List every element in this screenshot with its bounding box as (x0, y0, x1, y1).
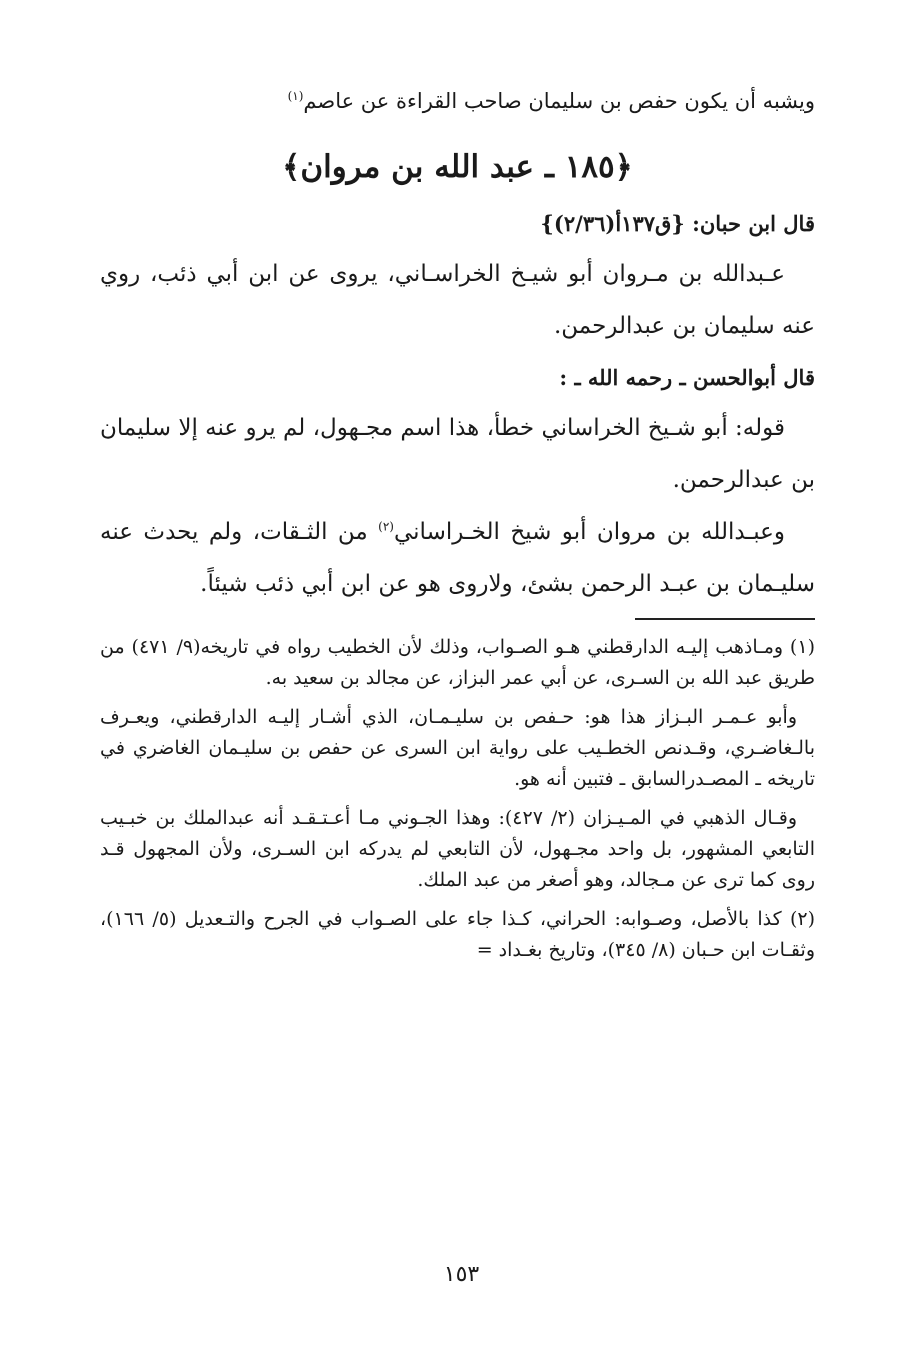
entry-title: ﴿١٨٥ ـ عبد الله بن مروان﴾ (282, 149, 633, 185)
paragraph-2-start: وعبـدالله بن مروان أبو شيخ الخـراساني (393, 519, 785, 545)
footnote-ref-2[interactable]: (٢) (378, 519, 394, 534)
footnotes (100, 632, 815, 966)
ibn-hibban-heading: قال ابن حبان: {ق١٣٧أ(٢/٣٦)} (540, 211, 815, 236)
footnote-1: (١) ومـاذهب إليـه الدارقطني هـو الصـواب، وذلك لأن الخطيب رواه في تاريخه(٩/ ٤٧١) من طريق عبد الله بن السـرى، عن أبي عمر البزاز، عن مجالد بن سعيد به. (100, 636, 815, 689)
abu-alhasan-paragraph-2 (100, 506, 815, 610)
abu-alhasan-paragraph-1: قوله: أبو شـيخ الخراساني خطأ، هذا اسم مجـهول، لم يرو عنه إلا سليمان بن عبدالرحمن. (100, 415, 815, 493)
header-text: ويشبه أن يكون حفص بن سليمان صاحب القراءة عن عاصم (303, 89, 815, 113)
footnote-separator (635, 618, 815, 620)
footnote-1-continuation-b: وقـال الذهبي في المـيـزان (٢/ ٤٢٧): وهذا الجـوني مـا أعـتـقـد أنه عبدالملك بن خبـيب التابعي المشهور، بل واحد مجـهول، لأن التابعي لم يدركه ابن السـرى، ولأن المجهول قـد روى كما ترى عن مـجالد، وهو أصغر من عبد الملك. (100, 807, 815, 891)
paragraph-2-end: من الثـقات، ولم يحدث عنه سليـمان بن عبـد الرحمن بشئ، ولاروى هو عن ابن أبي ذئب شيئاً. (100, 519, 815, 597)
ibn-hibban-text: عـبدالله بن مـروان أبو شيـخ الخراسـاني، يروى عن ابن أبي ذئب، روي عنه سليمان بن عبدالرحمن. (100, 261, 815, 339)
footnote-2: (٢) كذا بالأصل، وصـوابه: الحراني، كـذا جاء على الصـواب في الجرح والتـعديل (٥/ ١٦٦)، وثقـات ابن حـبان (٨/ ٣٤٥)، وتاريخ بغـداد = (100, 908, 815, 961)
page-number: ١٥٣ (443, 1262, 480, 1287)
abu-alhasan-heading: قال أبوالحسن ـ رحمه الله ـ : (559, 365, 815, 390)
page-content (100, 80, 815, 974)
footnote-ref-1[interactable]: (١) (287, 89, 304, 103)
header-line (100, 80, 815, 122)
footnote-1-continuation-a: وأبو عـمـر البـزاز هذا هو: حـفص بن سليـمـان، الذي أشـار إليـه الدارقطني، ويعـرف بالـغاضـري، وقـدنص الخطـيب على رواية ابن السرى عن حفص بن سليـمان الغاضري في تاريخه ـ المصـدرالسابق ـ فتبين أنه هو. (100, 706, 815, 790)
